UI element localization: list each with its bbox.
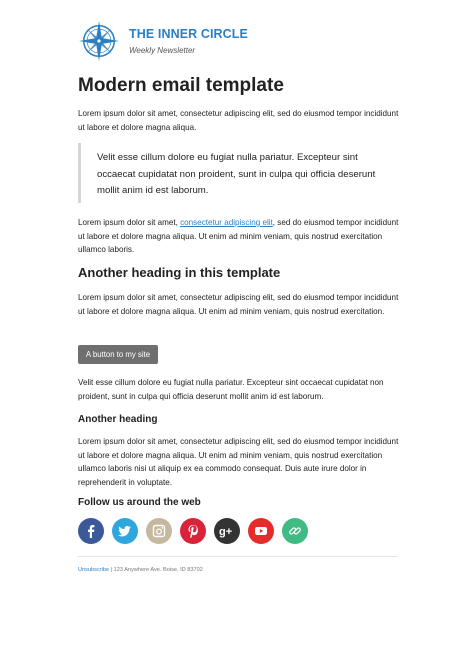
google-plus-icon[interactable] [214,518,240,544]
compass-logo-icon [78,19,120,63]
pinterest-icon[interactable] [180,518,206,544]
section-heading: Another heading in this template [78,265,281,280]
svg-text:g+: g+ [219,526,233,538]
instagram-icon[interactable] [146,518,172,544]
blockquote [78,143,401,203]
intro-paragraph: Lorem ipsum dolor sit amet, consectetur adipiscing elit, sed do eiusmod tempor incididunt ut labore et dolore magna aliqua. [78,109,399,132]
footer [78,567,203,573]
paragraph-text: Lorem ipsum dolor sit amet, [78,218,181,227]
subsection-heading: Another heading [78,414,158,425]
social-heading: Follow us around the web [78,497,201,508]
link-icon[interactable] [282,518,308,544]
paragraph-with-link [78,216,400,257]
facebook-icon[interactable] [78,518,104,544]
section-paragraph: Lorem ipsum dolor sit amet, consectetur adipiscing elit, sed do eiusmod tempor incididunt ut labore et dolore magna aliqua. Ut enim ad minim veniam, quis nostrud exercitation. [78,293,399,316]
inline-link[interactable]: consectetur adipiscing elit [180,218,273,227]
footer-divider [78,556,398,557]
twitter-icon[interactable] [112,518,138,544]
youtube-icon[interactable] [248,518,274,544]
site-button[interactable]: A button to my site [78,345,158,364]
paragraph-text: , sed do eiusmod tempor incididunt ut labore et dolore magna aliqua. Ut enim ad minim veniam, quis nostrud exercitation ullamco laboris. [78,218,399,254]
footer-address: | 123 Anywhere Ave. Boise, ID 83702 [109,567,203,573]
subsection-paragraph: Lorem ipsum dolor sit amet, consectetur adipiscing elit, sed do eiusmod tempor incididunt ut labore et dolore magna aliqua. Ut enim ad minim veniam, quis nostrud exercitation ullamco laboris nisi ut aliquip ex ea commodo consequat. Duis aute irure dolor in reprehenderit in voluptate. [78,437,399,487]
brand-title: THE INNER CIRCLE [129,27,248,41]
page-title: Modern email template [78,75,284,96]
unsubscribe-link[interactable]: Unsubscribe [78,567,110,573]
blockquote-text: Velit esse cillum dolore eu fugiat nulla pariatur. Excepteur sint occaecat cupidatat non proident, sunt in culpa qui officia deserunt mollit anim id est laborum. [97,152,376,196]
brand-subtitle: Weekly Newsletter [129,46,196,55]
paragraph-after-button: Velit esse cillum dolore eu fugiat nulla pariatur. Excepteur sint occaecat cupidatat non proident, sunt in culpa qui officia deserunt mollit anim id est laborum. [78,378,384,401]
